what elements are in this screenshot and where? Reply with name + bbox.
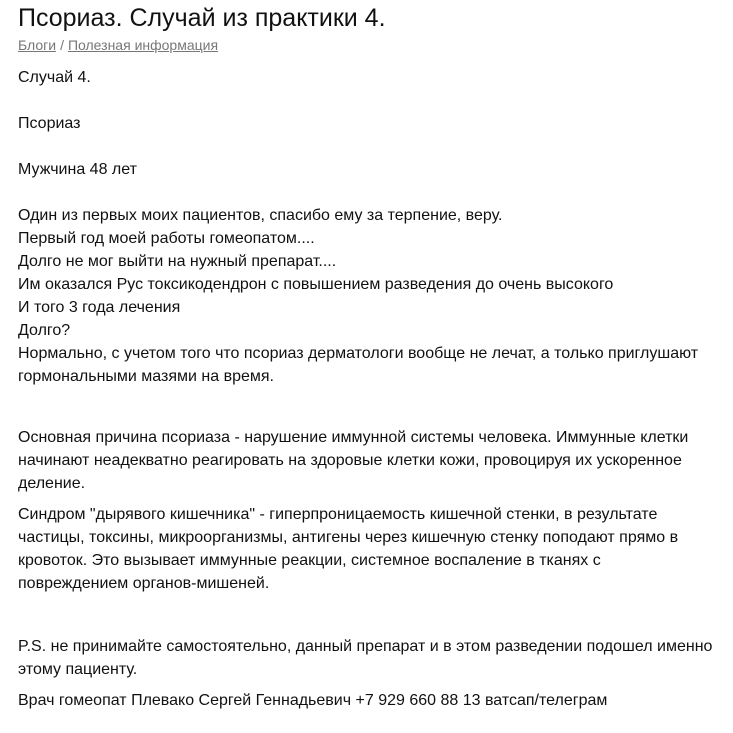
diagnosis: Псориаз xyxy=(18,115,81,132)
story-line: Первый год моей работы гомеопатом.... xyxy=(18,230,315,247)
article-body xyxy=(18,66,715,712)
story-line: Долго не мог выйти на нужный препарат.... xyxy=(18,253,337,270)
author-signature: Врач гомеопат Плевако Сергей Геннадьевич +7 929 660 88 13 ватсап/телеграм xyxy=(18,692,608,709)
breadcrumb xyxy=(18,37,715,54)
cause-paragraph: Основная причина псориаза - нарушение иммунной системы человека. Иммунные клетки начинают неадекватно реагировать на здоровые клетки кожи, провоцируя их ускоренное деление. xyxy=(18,429,689,492)
breadcrumb-separator: / xyxy=(60,37,64,53)
page-title: Псориаз. Случай из практики 4. xyxy=(18,4,386,32)
case-number: Случай 4. xyxy=(18,69,91,86)
breadcrumb-link-useful-info[interactable]: Полезная информация xyxy=(67,37,219,53)
story-line: Один из первых моих пациентов, спасибо ему за терпение, веру. xyxy=(18,207,503,224)
story-line: Им оказался Рус токсикодендрон с повышением разведения до очень высокого xyxy=(18,276,614,293)
story-line: Нормально, с учетом того что псориаз дерматологи вообще не лечат, а только приглушают гормональными мазями на время. xyxy=(18,345,699,385)
story-line: Долго? xyxy=(18,322,71,339)
patient-info: Мужчина 48 лет xyxy=(18,161,137,178)
ps-note: P.S. не принимайте самостоятельно, данный препарат и в этом разведении подошел именно этому пациенту. xyxy=(18,638,713,678)
leaky-gut-paragraph: Синдром "дырявого кишечника" - гиперпроницаемость кишечной стенки, в результате частицы, токсины, микроорганизмы, антигены через кишечную стенку поподают прямо в кровоток. Это вызывает иммунные реакции, системное воспаление в тканях с повреждением органов-мишеней. xyxy=(18,506,679,592)
breadcrumb-link-blogs[interactable]: Блоги xyxy=(18,37,57,53)
story-line: И того 3 года лечения xyxy=(18,299,181,316)
